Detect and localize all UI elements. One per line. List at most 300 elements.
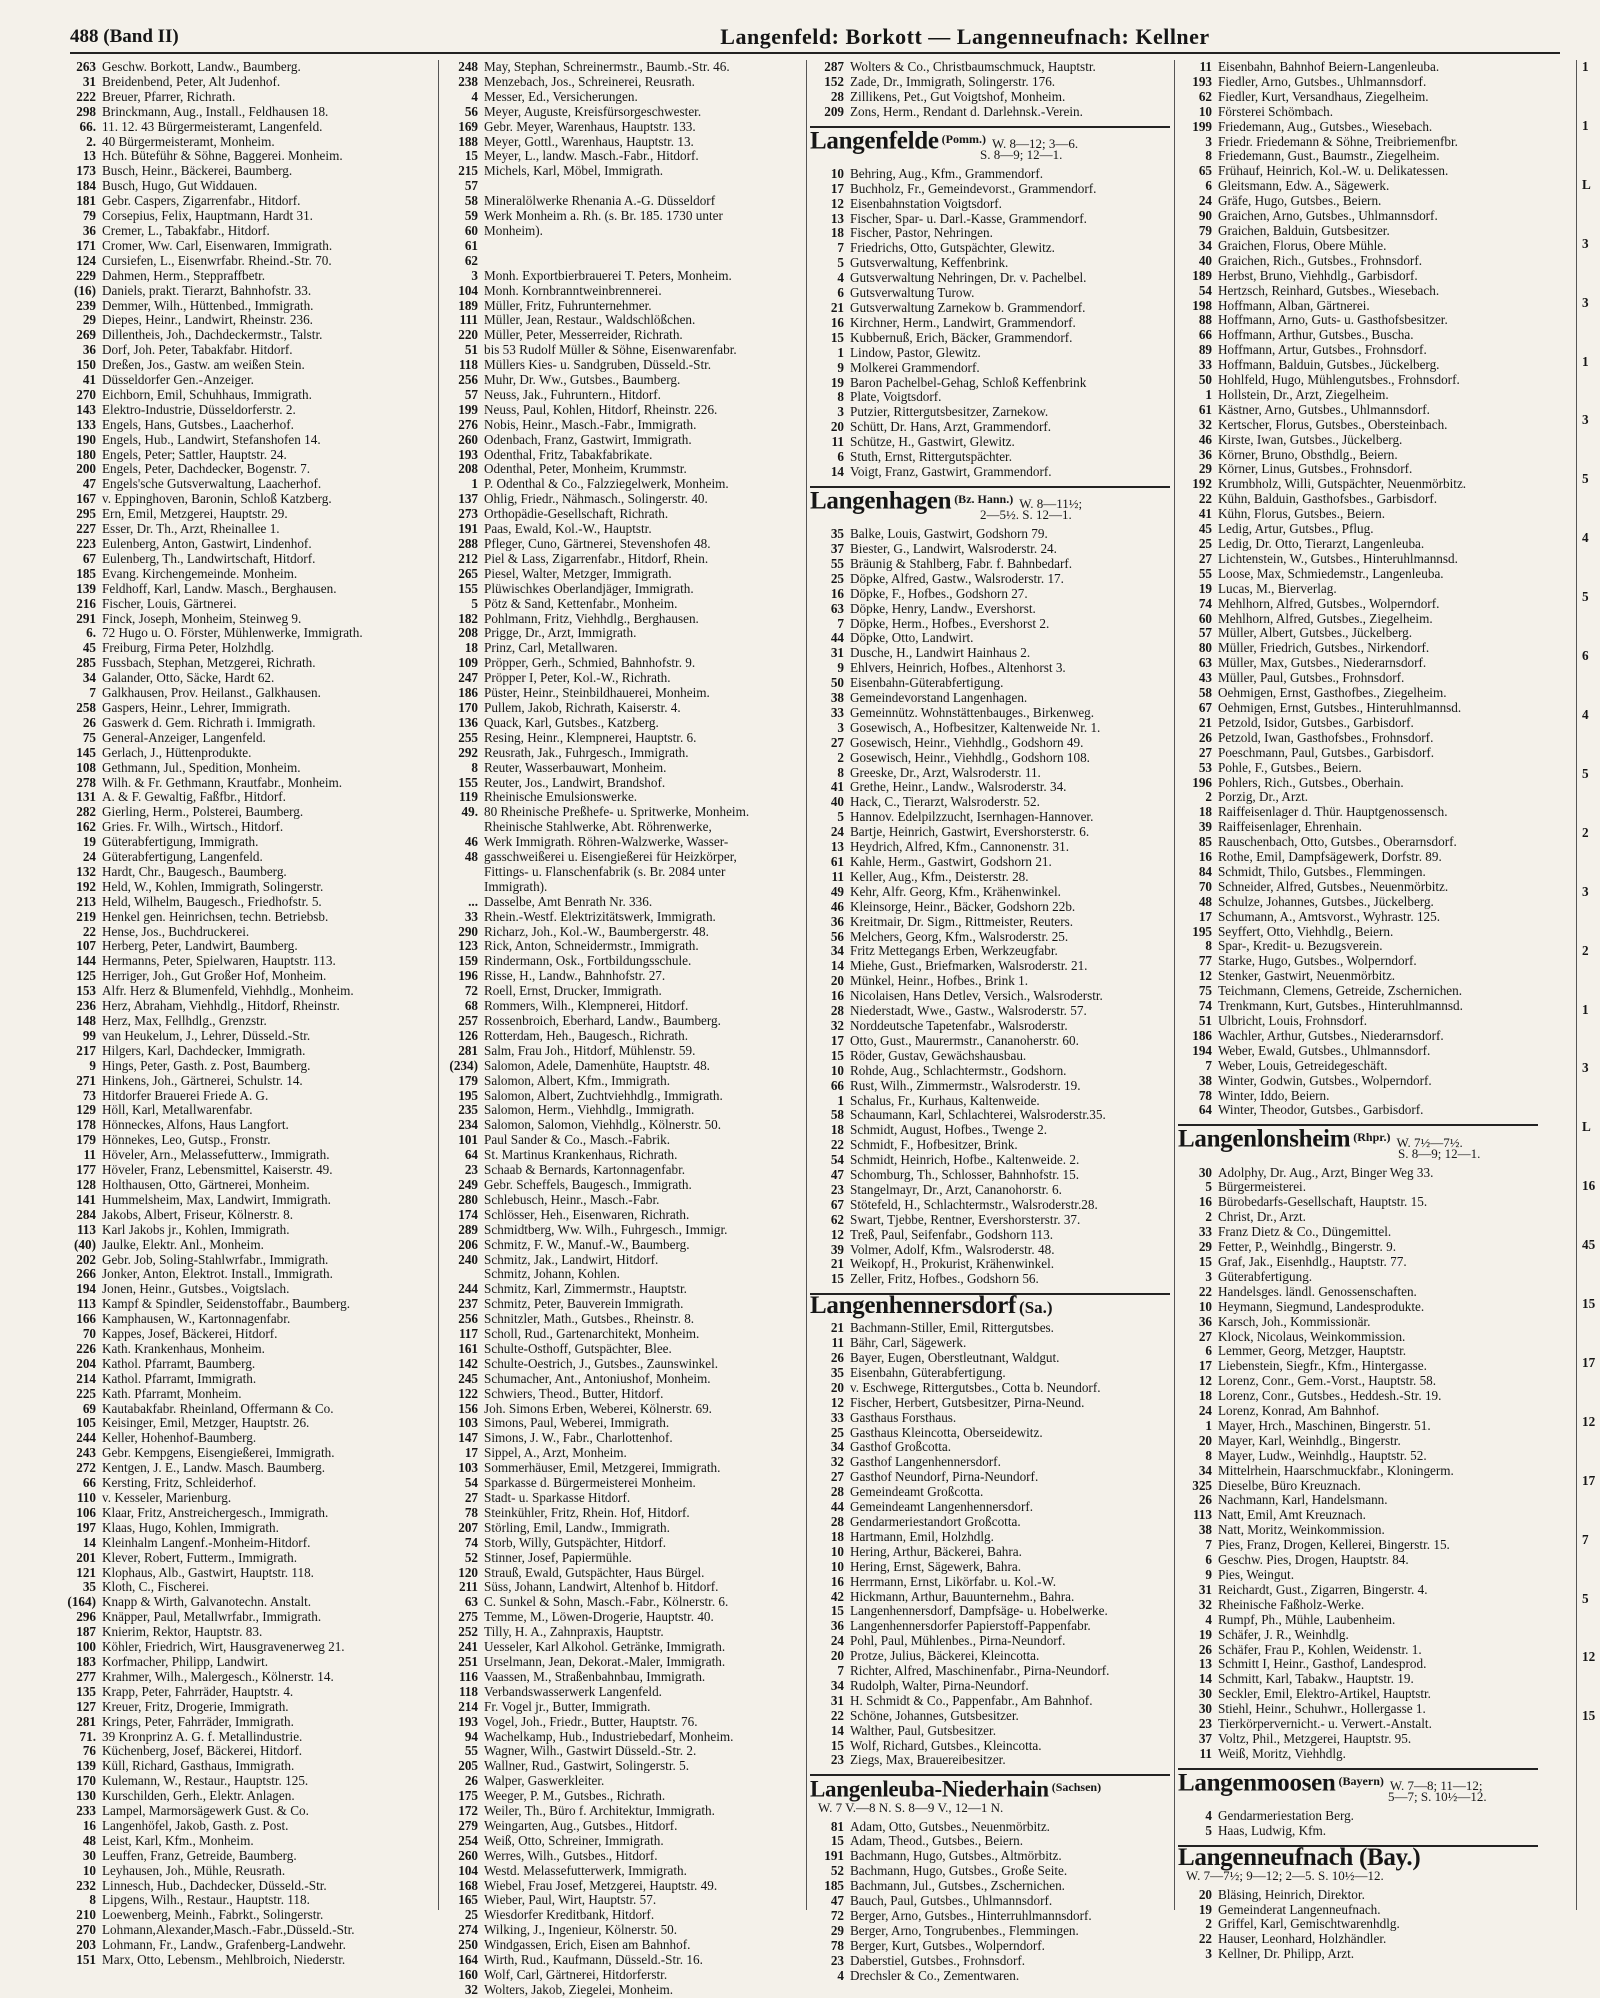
directory-entry	[444, 343, 804, 358]
directory-entry	[810, 465, 1170, 480]
phone-number: 55	[464, 1743, 478, 1759]
subscriber-entry: Wirth, Rud., Kaufmann, Düsseld.-Str. 16.	[484, 1952, 703, 1968]
phone-number: 22	[82, 923, 96, 939]
directory-entry	[810, 1153, 1170, 1168]
subscriber-entry: Monh. Kornbranntweinbrennerei.	[484, 282, 662, 298]
directory-entry	[1178, 209, 1538, 224]
phone-number: 49	[830, 883, 844, 899]
directory-entry	[62, 582, 432, 597]
phone-number: 16	[830, 1573, 844, 1589]
subscriber-entry: Berger, Arno, Gutsbes., Hinterruhlmannsdorf.	[850, 1908, 1092, 1924]
subscriber-entry: Otto, Gust., Maurermstr., Cananoherstr. 60.	[850, 1032, 1079, 1048]
cropped-fragment: 2	[1582, 824, 1589, 840]
subscriber-entry: Holthausen, Otto, Gärtnerei, Monheim.	[102, 1176, 310, 1192]
subscriber-entry: Gosewisch, Heinr., Viehhdlg., Godshorn 49.	[850, 734, 1084, 750]
subscriber-entry: Kersting, Fritz, Schleiderhof.	[102, 1475, 257, 1491]
directory-entry	[1178, 731, 1538, 746]
subscriber-entry: Reuter, Wasserbauwart, Monheim.	[484, 759, 667, 775]
subscriber-entry: Teichmann, Clemens, Getreide, Zschernichen.	[1218, 983, 1463, 999]
directory-entry	[810, 1243, 1170, 1258]
phone-number: 5	[837, 255, 844, 271]
directory-entry	[1178, 1917, 1538, 1932]
directory-entry	[62, 1700, 432, 1715]
section-title: Langenmoosen	[1178, 1769, 1336, 1797]
directory-entry	[62, 75, 432, 90]
directory-entry	[62, 135, 432, 150]
phone-number: 147	[458, 1430, 478, 1446]
directory-entry	[810, 1500, 1170, 1515]
phone-number: 11	[1199, 1745, 1212, 1761]
directory-entry	[810, 1753, 1170, 1768]
subscriber-entry: Wallner, Rud., Gastwirt, Solingerstr. 5.	[484, 1758, 689, 1774]
directory-entry	[62, 1789, 432, 1804]
directory-entry	[444, 641, 804, 656]
phone-number: 131	[76, 789, 96, 805]
directory-entry	[444, 1506, 804, 1521]
subscriber-entry: Trenkmann, Kurt, Gutsbes., Hinteruhlmannsd.	[1218, 998, 1463, 1014]
phone-number: 203	[76, 1937, 96, 1953]
phone-number: 251	[458, 1653, 478, 1669]
phone-number: 195	[1192, 923, 1212, 939]
subscriber-entry: Drechsler & Co., Zementwaren.	[850, 1967, 1020, 1983]
directory-entry	[1178, 939, 1538, 954]
phone-number: 174	[458, 1206, 478, 1222]
subscriber-entry: Weiß, Moritz, Viehhdlg.	[1218, 1745, 1346, 1761]
subscriber-entry: Cromer, Ww. Carl, Eisenwaren, Immigrath.	[102, 237, 333, 253]
phone-number: 61	[1198, 401, 1212, 417]
subscriber-entry: Werres, Wilh., Gutsbes., Hitdorf.	[484, 1847, 658, 1863]
phone-number: 15	[830, 1833, 844, 1849]
directory-entry	[444, 164, 804, 179]
subscriber-entry: Demmer, Wilh., Hüttenbed., Immigrath.	[102, 297, 314, 313]
phone-number: 66	[830, 1077, 844, 1093]
subscriber-entry: Alfr. Herz & Blumenfeld, Viehhdlg., Monheim.	[102, 983, 354, 999]
phone-number: 42	[830, 1588, 844, 1604]
phone-number: (16)	[74, 282, 96, 298]
directory-entry	[810, 661, 1170, 676]
subscriber-entry: Heymann, Siegmund, Landesprodukte.	[1218, 1298, 1425, 1314]
phone-number: 227	[76, 521, 96, 537]
phone-number: 28	[830, 1003, 844, 1019]
phone-number: 7	[1205, 1057, 1212, 1073]
directory-entry	[810, 1924, 1170, 1939]
phone-number: 33	[830, 704, 844, 720]
subscriber-entry: Zade, Dr., Immigrath, Solingerstr. 176.	[850, 73, 1056, 89]
phone-number: 295	[76, 506, 96, 522]
phone-number: 285	[76, 655, 96, 671]
phone-number: 47	[830, 1167, 844, 1183]
phone-number: 113	[1192, 1507, 1212, 1523]
directory-entry	[444, 761, 804, 776]
subscriber-entry: Odenthal, Fritz, Tabakfabrikate.	[484, 446, 653, 462]
phone-number: 27	[830, 1469, 844, 1485]
subscriber-entry: Berger, Arno, Tongrubenbes., Flemmingen.	[850, 1922, 1079, 1938]
phone-number: 236	[76, 998, 96, 1014]
subscriber-entry: Hannov. Edelpilzzucht, Isernhagen-Hannover.	[850, 809, 1094, 825]
directory-entry	[810, 1426, 1170, 1441]
subscriber-entry: Hönnekes, Leo, Gutsp., Fronstr.	[102, 1132, 271, 1148]
subscriber-entry: Krings, Peter, Fahrräder, Immigrath.	[102, 1713, 294, 1729]
directory-entry	[1178, 1672, 1538, 1687]
cropped-fragment: 17	[1582, 1472, 1596, 1488]
directory-entry	[810, 1168, 1170, 1183]
phone-number: 47	[82, 476, 96, 492]
phone-number: 28	[830, 1513, 844, 1529]
directory-entry	[444, 1416, 804, 1431]
subscriber-entry: Müller, Jean, Restaur., Waldschlößchen.	[484, 312, 696, 328]
directory-entry	[62, 895, 432, 910]
subscriber-entry: Schneider, Alfred, Gutsbes., Neuenmörbitz.	[1218, 878, 1449, 894]
phone-number: 16	[830, 988, 844, 1004]
cropped-fragment: 3	[1582, 883, 1589, 899]
subscriber-entry: Schmitz, Johann, Kohlen.	[484, 1266, 620, 1282]
subscriber-entry: v. Eppinghoven, Baronin, Schloß Katzberg.	[102, 491, 332, 507]
phone-number: 40	[1198, 252, 1212, 268]
directory-entry	[444, 462, 804, 477]
directory-entry	[1178, 1059, 1538, 1074]
directory-entry	[444, 1655, 804, 1670]
directory-entry	[1178, 1014, 1538, 1029]
subscriber-entry: bis 53 Rudolf Müller & Söhne, Eisenwarenfabr.	[484, 342, 737, 358]
phone-number: 214	[458, 1698, 478, 1714]
phone-number: 179	[458, 1072, 478, 1088]
subscriber-entry: Keller, Hohenhof-Baumberg.	[102, 1430, 257, 1446]
phone-number: 52	[464, 1549, 478, 1565]
phone-number: 210	[76, 1907, 96, 1923]
directory-entry	[1178, 1824, 1538, 1839]
phone-number: 275	[458, 1609, 478, 1625]
directory-entry	[444, 433, 804, 448]
section-region: (Rhpr.)	[1353, 1130, 1391, 1145]
phone-number: 237	[458, 1296, 478, 1312]
subscriber-entry: Dieselbe, Büro Kreuznach.	[1218, 1477, 1361, 1493]
directory-entry	[444, 1193, 804, 1208]
phone-number: 205	[458, 1758, 478, 1774]
subscriber-entry: Immigrath).	[484, 878, 548, 894]
directory-entry	[810, 1515, 1170, 1530]
section-title: Langenhagen	[810, 487, 952, 515]
phone-number: 50	[1198, 372, 1212, 388]
phone-number: 32	[1198, 416, 1212, 432]
column-3	[810, 59, 1170, 1983]
subscriber-entry: Gosewisch, A., Hofbesitzer, Kaltenweide Nr. 1.	[850, 719, 1101, 735]
phone-number: 181	[76, 193, 96, 209]
subscriber-entry: Geschw. Pies, Drogen, Hauptstr. 84.	[1218, 1552, 1409, 1568]
column-4	[1178, 59, 1538, 1962]
directory-entry	[444, 865, 804, 880]
subscriber-entry: Fischer, Louis, Gärtnerei.	[102, 595, 237, 611]
directory-entry	[62, 1804, 432, 1819]
phone-number: 48	[82, 1832, 96, 1848]
directory-entry	[1178, 671, 1538, 686]
directory-entry	[1178, 254, 1538, 269]
entries-langenleuba	[810, 1820, 1170, 1984]
directory-entry	[62, 716, 432, 731]
phone-number: 256	[458, 1311, 478, 1327]
subscriber-entry: Rudolph, Walter, Pirna-Neundorf.	[850, 1677, 1029, 1693]
phone-number: 44	[830, 1499, 844, 1515]
subscriber-entry: Reusrath, Jak., Fuhrgesch., Immigrath.	[484, 744, 689, 760]
phone-number: 109	[458, 655, 478, 671]
subscriber-entry: Vogel, Joh., Friedr., Butter, Hauptstr. 76.	[484, 1713, 698, 1729]
subscriber-entry: Quack, Karl, Gutsbes., Katzberg.	[484, 714, 659, 730]
directory-entry	[810, 989, 1170, 1004]
subscriber-entry: Graf, Jak., Eisenhdlg., Hauptstr. 77.	[1218, 1253, 1407, 1269]
phone-number: 41	[1198, 506, 1212, 522]
phone-number: 100	[76, 1639, 96, 1655]
directory-entry	[810, 75, 1170, 90]
directory-entry	[444, 1595, 804, 1610]
phone-number: 10	[830, 1558, 844, 1574]
directory-entry	[810, 1664, 1170, 1679]
directory-entry	[810, 1381, 1170, 1396]
phone-number: 187	[76, 1624, 96, 1640]
subscriber-entry: Walper, Gaswerkleiter.	[484, 1773, 605, 1789]
subscriber-entry: Süss, Johann, Landwirt, Altenhof b. Hitdorf.	[484, 1579, 719, 1595]
phone-number: 81	[830, 1818, 844, 1834]
directory-entry	[1178, 299, 1538, 314]
directory-entry	[1178, 1732, 1538, 1747]
directory-entry	[1178, 1419, 1538, 1434]
phone-number: 223	[76, 536, 96, 551]
directory-entry	[62, 641, 432, 656]
subscriber-entry: Schwiers, Theod., Butter, Hitdorf.	[484, 1385, 664, 1401]
phone-number: 7	[1205, 1537, 1212, 1553]
phone-number: 46	[464, 834, 478, 850]
phone-number: 180	[76, 446, 96, 462]
phone-number: 6	[837, 285, 844, 301]
cropped-fragment: 1	[1582, 117, 1589, 133]
directory-entry	[810, 256, 1170, 271]
directory-entry	[810, 60, 1170, 75]
subscriber-entry: Biester, G., Landwirt, Walsroderstr. 24.	[850, 540, 1057, 556]
subscriber-entry: Fischer, Herbert, Gutsbesitzer, Pirna-Neund.	[850, 1394, 1085, 1410]
directory-entry	[1178, 433, 1538, 448]
directory-entry	[810, 1575, 1170, 1590]
directory-entry	[444, 60, 804, 75]
subscriber-entry: Ulbricht, Louis, Frohnsdorf.	[1218, 1013, 1368, 1028]
directory-entry	[810, 974, 1170, 989]
phone-number: 3	[837, 719, 844, 735]
directory-entry	[444, 1774, 804, 1789]
directory-entry	[810, 557, 1170, 572]
directory-entry	[810, 1257, 1170, 1272]
phone-number: 18	[1198, 1388, 1212, 1404]
phone-number: 52	[830, 1863, 844, 1879]
directory-entry	[62, 1238, 432, 1253]
phone-number: 284	[76, 1206, 96, 1222]
phone-number: 189	[458, 297, 478, 313]
subscriber-entry: C. Sunkel & Sohn, Masch.-Fabr., Kölnerstr. 6.	[484, 1594, 729, 1610]
phone-number: 2	[837, 749, 844, 765]
directory-entry	[1178, 1717, 1538, 1732]
directory-entry	[444, 1282, 804, 1297]
phone-number: 238	[458, 73, 478, 89]
subscriber-entry: Rothe, Emil, Dampfsägewerk, Dorfstr. 89.	[1218, 849, 1442, 865]
subscriber-entry: Mayer, Karl, Weinhdlg., Bingerstr.	[1218, 1432, 1401, 1448]
directory-entry	[444, 790, 804, 805]
directory-entry	[1178, 1300, 1538, 1315]
cropped-fragment: 15	[1582, 1708, 1596, 1724]
directory-entry	[444, 552, 804, 567]
phone-number: 103	[458, 1460, 478, 1476]
phone-number: 79	[1198, 222, 1212, 238]
subscriber-entry: Plate, Voigtsdorf.	[850, 389, 942, 405]
directory-entry	[444, 999, 804, 1014]
phone-number: 5	[471, 595, 478, 611]
directory-entry	[1178, 1479, 1538, 1494]
directory-entry	[444, 776, 804, 791]
phone-number: 150	[76, 357, 96, 373]
directory-entry	[62, 999, 432, 1014]
phone-number: 279	[458, 1817, 478, 1833]
directory-entry	[444, 388, 804, 403]
directory-entry	[1178, 984, 1538, 999]
directory-entry	[1178, 1932, 1538, 1947]
subscriber-entry: Heydrich, Alfred, Kfm., Cannonenstr. 31.	[850, 839, 1070, 855]
directory-entry	[444, 328, 804, 343]
subscriber-entry: Weikopf, H., Prokurist, Krähenwinkel.	[850, 1256, 1055, 1272]
subscriber-entry: Lampel, Marmorsägewerk Gust. & Co.	[102, 1803, 309, 1819]
directory-entry	[62, 1312, 432, 1327]
subscriber-entry: Hermanns, Peter, Spielwaren, Hauptstr. 113.	[102, 953, 336, 969]
cropped-fragment: 3	[1582, 412, 1589, 428]
directory-entry	[444, 925, 804, 940]
phone-number: 44	[830, 630, 844, 646]
cropped-fragment: 3	[1582, 1060, 1589, 1076]
office-hours: W. 8—11½;	[1019, 496, 1083, 512]
subscriber-entry: Westd. Melassefutterwerk, Immigrath.	[484, 1862, 687, 1878]
directory-entry	[810, 105, 1170, 120]
phone-number: 32	[1198, 1596, 1212, 1612]
subscriber-entry: Gebr. Scheffels, Baugesch., Immigrath.	[484, 1176, 692, 1192]
phone-number: 271	[76, 1072, 96, 1088]
phone-number: 33	[1198, 357, 1212, 373]
phone-number: 15	[830, 1047, 844, 1063]
subscriber-entry: Herz, Max, Fellhdlg., Grenzstr.	[102, 1013, 267, 1028]
subscriber-entry: Klaas, Hugo, Kohlen, Immigrath.	[102, 1519, 279, 1535]
subscriber-entry: Engels, Peter, Dachdecker, Bogenstr. 7.	[102, 461, 311, 477]
subscriber-entry: Pohlers, Rich., Gutsbes., Oberhain.	[1218, 774, 1404, 790]
directory-entry	[810, 90, 1170, 105]
subscriber-entry: Schlebusch, Heinr., Masch.-Fabr.	[484, 1191, 660, 1207]
directory-entry	[62, 925, 432, 940]
subscriber-entry: Mehlhorn, Alfred, Gutsbes., Ziegelheim.	[1218, 610, 1433, 626]
phone-number: 7	[837, 615, 844, 631]
subscriber-entry: Klever, Robert, Futterm., Immigrath.	[102, 1549, 298, 1565]
phone-number: 4	[471, 88, 478, 104]
subscriber-entry: Monheim).	[484, 222, 543, 238]
phone-number: 30	[1198, 1164, 1212, 1180]
phone-number: 36	[1198, 1313, 1212, 1329]
directory-entry	[62, 954, 432, 969]
subscriber-entry: Schulte-Osthoff, Gutspächter, Blee.	[484, 1340, 672, 1356]
directory-entry	[444, 284, 804, 299]
phone-number: 30	[1198, 1686, 1212, 1702]
directory-entry	[444, 805, 804, 820]
directory-entry	[444, 1387, 804, 1402]
subscriber-entry: Bayer, Eugen, Oberstleutnant, Waldgut.	[850, 1350, 1060, 1365]
directory-entry	[1178, 60, 1538, 75]
directory-entry	[810, 587, 1170, 602]
phone-number: 61	[830, 854, 844, 869]
directory-entry	[444, 239, 804, 254]
directory-entry	[810, 1560, 1170, 1575]
subscriber-entry: Starke, Hugo, Gutsbes., Wolperndorf.	[1218, 953, 1417, 969]
subscriber-entry: Putzier, Rittergutsbesitzer, Zarnekow.	[850, 404, 1049, 420]
directory-entry	[810, 1545, 1170, 1560]
directory-entry	[62, 1282, 432, 1297]
phone-number: 59	[464, 208, 478, 224]
phone-number: 36	[82, 342, 96, 358]
directory-entry	[444, 984, 804, 999]
subscriber-entry: Weiler, Th., Büro f. Architektur, Immigrath.	[484, 1803, 715, 1819]
subscriber-entry: Winter, Theodor, Gutsbes., Garbisdorf.	[1218, 1102, 1424, 1118]
phone-number: 10	[830, 165, 844, 181]
directory-entry	[810, 435, 1170, 450]
subscriber-entry: Treß, Paul, Seifenfabr., Godshorn 113.	[850, 1226, 1054, 1242]
subscriber-entry: Dusche, H., Landwirt Hainhaus 2.	[850, 645, 1031, 661]
phone-number: 66.	[79, 118, 96, 134]
directory-entry	[444, 1342, 804, 1357]
subscriber-entry: Porzig, Dr., Arzt.	[1218, 789, 1309, 805]
subscriber-entry: Daberstiel, Gutsbes., Frohnsdorf.	[850, 1952, 1026, 1968]
phone-number: 17	[1198, 908, 1212, 924]
subscriber-entry: Stuth, Ernst, Rittergutspächter.	[850, 449, 1013, 465]
phone-number: 70	[1198, 878, 1212, 894]
directory-entry	[1178, 1285, 1538, 1300]
phone-number: 215	[458, 163, 478, 179]
phone-number: 5	[1205, 1179, 1212, 1195]
directory-entry	[62, 284, 432, 299]
phone-number: 232	[76, 1877, 96, 1893]
phone-number: 36	[830, 1618, 844, 1634]
directory-entry	[444, 954, 804, 969]
directory-entry	[810, 1049, 1170, 1064]
subscriber-entry: Graichen, Florus, Obere Mühle.	[1218, 237, 1387, 253]
directory-entry	[1178, 1702, 1538, 1717]
phone-number: 67	[1198, 699, 1212, 715]
subscriber-entry: Rumpf, Ph., Mühle, Laubenheim.	[1218, 1611, 1396, 1627]
phone-number: 90	[1198, 208, 1212, 224]
directory-entry	[444, 269, 804, 284]
phone-number: 199	[1192, 118, 1212, 134]
directory-entry	[1178, 1210, 1538, 1225]
subscriber-entry: Gutsverwaltung Nehringen, Dr. v. Pachelbel.	[850, 270, 1087, 286]
phone-number: 76	[82, 1743, 96, 1759]
subscriber-entry: Schmitz, F. W., Manuf.-W., Baumberg.	[484, 1236, 690, 1252]
directory-entry	[1178, 1344, 1538, 1359]
phone-number: 208	[458, 461, 478, 477]
directory-entry	[810, 346, 1170, 361]
subscriber-entry: Held, Wilhelm, Baugesch., Friedhofstr. 5.	[102, 893, 322, 909]
section-region: (Bz. Hann.)	[954, 491, 1014, 506]
subscriber-entry: Rossenbroich, Eberhard, Landw., Baumberg.	[484, 1013, 721, 1028]
phone-number: 199	[458, 401, 478, 417]
directory-entry	[444, 1253, 804, 1268]
subscriber-entry: Gebr. Job, Soling-Stahlwrfabr., Immigrath.	[102, 1251, 329, 1267]
phone-number: 291	[76, 610, 96, 626]
phone-number: 14	[1198, 1671, 1212, 1687]
subscriber-entry: Rindermann, Osk., Fortbildungsschule.	[484, 953, 692, 969]
subscriber-entry: Jakobs, Albert, Friseur, Kölnerstr. 8.	[102, 1206, 294, 1222]
phone-number: 25	[464, 1907, 478, 1923]
phone-number: 213	[76, 893, 96, 909]
subscriber-entry: H. Schmidt & Co., Pappenfabr., Am Bahnhof.	[850, 1692, 1093, 1708]
subscriber-entry: Cremer, L., Tabakfabr., Hitdorf.	[102, 222, 270, 238]
directory-entry	[1178, 1270, 1538, 1285]
directory-entry	[1178, 701, 1538, 716]
